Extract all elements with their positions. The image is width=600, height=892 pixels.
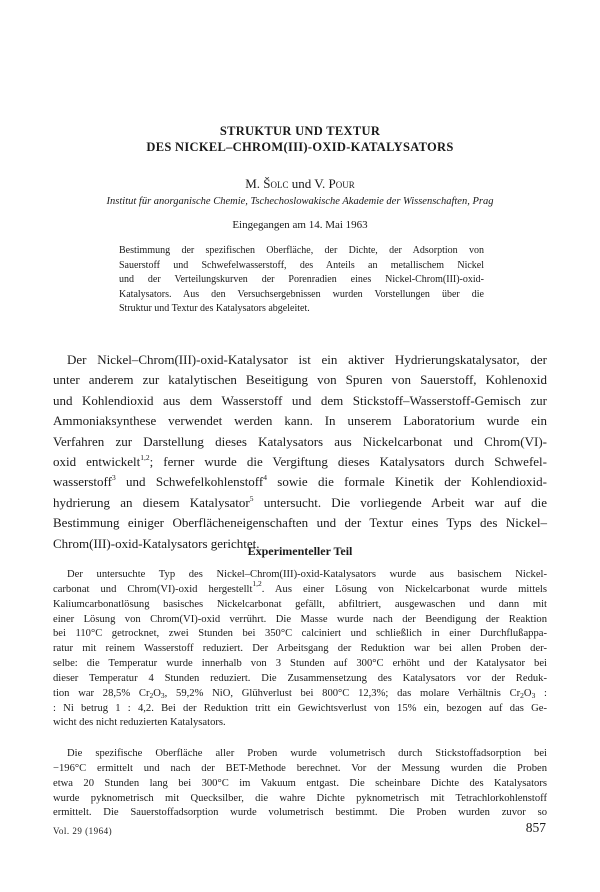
introduction-paragraph [53,350,547,554]
intro-line: unter anderem zur katalytischen Beseitigung von Spuren von Sauerstoff, Kohlenoxid [53,372,547,388]
abstract-line: Katalysators. Aus den Versuchsergebnissen wurden Vorstellungen über die [119,288,484,300]
exp-line: dieser Temperatur 4 Stunden reduziert. Die Zusammensetzung des Katalysators vor der Reduk- [53,672,547,684]
citation-ref: 1,2 [252,578,262,588]
abstract [119,244,484,317]
intro-text: hydrierung an diesem Katalysator [53,494,250,510]
exp-text: O [153,687,161,699]
exp-line: wurde pyknometrisch mit Quecksilber, die wahre Dichte pyknometrisch mit Tetrachlorkohlenstoff [53,792,547,804]
author-1-initial: M. [245,176,261,191]
exp-line: : Ni betrug 1 : 4,2. Bei der Reduktion tritt ein Gewichtsverlust von 15% ein, bezogen auf das Ge- [53,702,547,714]
exp-line: ratur mit reinem Wasserstoff reduziert. Der Arbeitsgang der Reduktion war bei allen Proben der- [53,643,547,655]
subscript: 3 [160,690,165,700]
intro-text: sowie die formale Kinetik der Kohlendioxid- [266,474,547,490]
intro-line: Verfahren zur Darstellung dieses Katalysators aus Nickelcarbonat und Chrom(VI)- [53,433,547,449]
experimental-paragraph-2 [53,747,547,821]
intro-text: und Schwefelkohlenstoff [115,474,264,490]
exp-text: , 59,2% NiO, Glühverlust bei 800°C 12,3%; das molare Verhältnis Cr [164,687,521,699]
exp-line: wicht des nicht reduzierten Katalysators. [53,717,226,729]
abstract-line: und der Verteilungskurven der Porenradien eines Nickel-Chrom(III)-oxid- [119,274,484,286]
section-heading: Experimenteller Teil [247,544,353,558]
institute-affiliation: Institut für anorganische Chemie, Tschechoslowakische Akademie der Wissenschaften, Prag [106,196,494,207]
exp-text: . Aus einer Lösung von Nickelcarbonat wurde mittels [261,583,547,595]
exp-line: bei 110°C getrocknet, zwei Stunden bei 350°C calciniert und schließlich in einer Durchflußappa- [53,628,547,640]
intro-text: ; ferner wurde die Vergiftung dieses Katalysators durch Schwefel- [149,454,547,470]
exp-line: selbe: die Temperatur wurde innerhalb von 3 Stunden auf 300°C erhöht und der Katalysator bei [53,658,547,670]
exp-line: einer Lösung von Chrom(VI)-oxid verrührt. Die Masse wurde nach der Beendigung der Reaktion [53,613,547,625]
author-conjunction: und [291,176,312,191]
intro-line: Chrom(III)-oxid-Katalysators gerichtet. [53,535,260,551]
subscript: 2 [149,690,154,700]
intro-line [53,493,547,513]
subscript: 3 [531,690,536,700]
exp-line: Der untersuchte Typ des Nickel–Chrom(III)-oxid-Katalysators wurde aus basischem Nickel- [67,569,547,580]
intro-line: Der Nickel–Chrom(III)-oxid-Katalysator ist ein aktiver Hydrierungskatalysator, der [67,352,547,367]
author-2-surname: Pour [328,176,355,191]
intro-line: Bestimmung einiger Oberflächeneigenschaften und der Textur eines Typs des Nickel– [53,515,547,531]
exp-line: ermittelt. Die Sauerstoffadsorption wurde volumetrisch bestimmt. Die Proben wurden zuvor so [53,807,547,819]
paper-title-line-1: STRUKTUR UND TEXTUR [219,124,381,138]
citation-ref: 4 [263,473,267,483]
citation-ref: 1,2 [140,453,150,463]
intro-line: Ammoniaksynthese verwendet werden kann. In unserem Laboratorium wurde ein [53,413,547,429]
author-1-surname: Šolc [263,176,289,191]
abstract-line: Struktur und Textur des Katalysators abgeleitet. [119,303,310,315]
experimental-paragraph-1 [53,568,547,731]
author-2-initial: V. [314,176,326,191]
intro-line [53,452,547,472]
intro-text: untersucht. Die vorliegende Arbeit war auf die [253,494,547,510]
exp-line [53,687,547,702]
subscript: 2 [520,690,524,700]
intro-text: wasserstoff [53,474,112,490]
journal-volume: Vol. 29 (1964) [53,826,113,836]
exp-text: carbonat und Chrom(VI)-oxid hergestellt [53,583,253,595]
abstract-line: Bestimmung der spezifischen Oberfläche, der Dichte, der Adsorption von [119,245,484,256]
abstract-line: Sauerstoff und Schwefelwasserstoff, des Anteils an metallischem Nickel [119,259,484,271]
received-date: Eingegangen am 14. Mai 1963 [232,219,368,231]
intro-line: und Kohlendioxid aus dem Wasserstoff und dem Stickstoff–Wasserstoff-Gemisch zur [53,392,547,408]
exp-text: tion war 28,5% Cr [53,687,150,699]
authors [0,176,600,192]
exp-line: Die spezifische Oberfläche aller Proben wurde volumetrisch durch Stickstoffadsorption bei [67,748,547,759]
citation-ref: 5 [249,493,254,503]
exp-line [53,578,547,598]
intro-text: oxid entwickelt [53,454,141,470]
paper-title-line-2: DES NICKEL–CHROM(III)-OXID-KATALYSATORS [146,140,454,154]
intro-line [53,472,547,492]
exp-line: Kaliumcarbonatlösung basisches Nickelcarbonat gefällt, abfiltriert, ausgewaschen und dann mit [53,598,547,610]
exp-line: −196°C ermittelt und nach der BET-Methode berechnet. Vor der Messung wurden die Proben [53,762,547,774]
exp-text: O [523,687,532,699]
page-number: 857 [525,820,546,835]
citation-ref: 3 [111,473,116,483]
exp-text: : [535,687,547,699]
exp-line: etwa 20 Stunden lang bei 300°C im Vakuum entgast. Die scheinbare Dichte des Katalysators [53,777,547,789]
